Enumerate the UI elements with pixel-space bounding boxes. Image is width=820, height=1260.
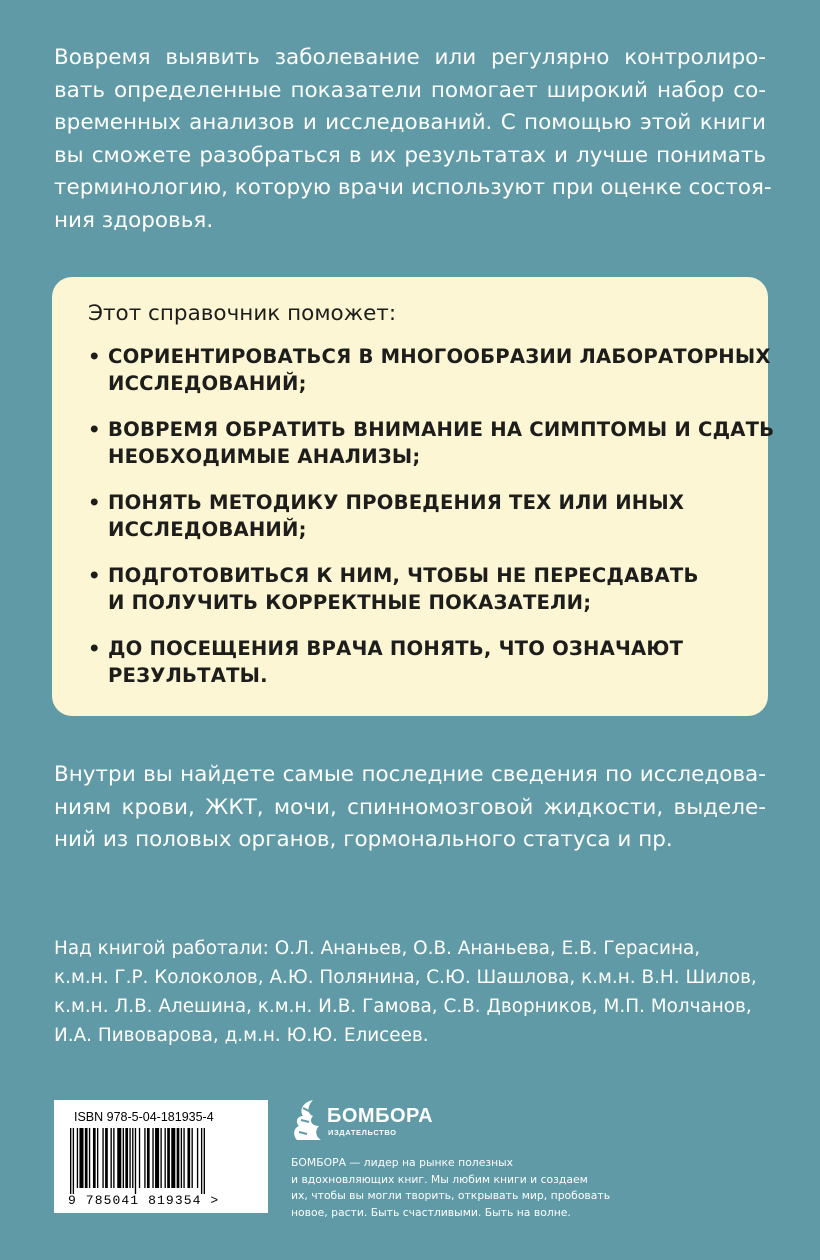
benefit-line: СОРИЕНТИРОВАТЬСЯ В МНОГООБРАЗИИ ЛАБОРАТОРНЫХ	[108, 345, 771, 368]
publisher-line: БОМБОРА — лидер на рынке полезных	[291, 1156, 514, 1169]
intro-line: терминологию, которую врачи используют при оценке состоя-	[54, 175, 772, 200]
bullet-icon: •	[88, 345, 101, 368]
intro-line: Вовремя выявить заболевание или регулярно контролиро-	[54, 45, 766, 70]
benefits-box	[52, 277, 775, 716]
contents-line: Внутри вы найдете самые последние сведения по исследова-	[54, 762, 766, 787]
intro-line: вать определенные показатели помогает широкий набор со-	[54, 77, 766, 103]
bullet-icon: •	[88, 564, 101, 587]
benefits-heading: Этот справочник поможет:	[88, 301, 397, 326]
contents-line: ний из половых органов, гормонального статуса и пр.	[54, 827, 673, 852]
intro-line: временных анализов и исследований. С помощью этой книги	[54, 110, 766, 135]
contents-line: ниям крови, ЖКТ, мочи, спинномозговой жидкости, выделе-	[54, 794, 766, 820]
publisher-logo	[291, 1094, 451, 1146]
benefit-item	[88, 562, 734, 616]
publisher-line: их, чтобы вы могли творить, открывать мир, пробовать	[291, 1189, 611, 1202]
benefit-line: ДО ПОСЕЩЕНИЯ ВРАЧА ПОНЯТЬ, ЧТО ОЗНАЧАЮТ	[108, 637, 684, 660]
benefit-item	[88, 489, 734, 543]
ean-digits: 9 785041 819354 >	[68, 1193, 220, 1208]
intro-paragraph	[54, 42, 772, 237]
bombora-wave-icon	[291, 1096, 325, 1144]
benefit-item	[88, 416, 775, 470]
bullet-icon: •	[88, 418, 101, 441]
barcode-icon	[70, 1128, 252, 1194]
contents-paragraph	[54, 759, 766, 857]
intro-line: ния здоровья.	[54, 207, 214, 233]
isbn-barcode	[54, 1100, 268, 1213]
authors-credits	[54, 934, 766, 1050]
bullet-icon: •	[88, 637, 101, 660]
isbn-number: ISBN 978-5-04-181935-4	[74, 1110, 214, 1124]
publisher-line: новое, расти. Быть счастливыми. Быть на волне.	[291, 1205, 571, 1219]
bullet-icon: •	[88, 491, 101, 514]
benefit-line: И ПОЛУЧИТЬ КОРРЕКТНЫЕ ПОКАЗАТЕЛИ;	[108, 591, 592, 614]
benefit-item	[88, 635, 734, 689]
benefit-line: ИССЛЕДОВАНИЙ;	[108, 372, 307, 395]
benefit-line: ИССЛЕДОВАНИЙ;	[108, 518, 307, 541]
authors-line: к.м.н. Л.В. Алешина, к.м.н. И.В. Гамова, С.В. Дворников, М.П. Молчанов,	[54, 996, 752, 1017]
authors-line: к.м.н. Г.Р. Колоколов, А.Ю. Полянина, С.Ю. Шашлова, к.м.н. В.Н. Шилов,	[54, 967, 757, 988]
intro-line: вы сможете разобраться в их результатах и лучше понимать	[54, 142, 766, 168]
publisher-sub: ИЗДАТЕЛЬСТВО	[328, 1128, 397, 1137]
benefits-list	[88, 343, 775, 689]
authors-line: И.А. Пивоварова, д.м.н. Ю.Ю. Елисеев.	[54, 1025, 429, 1046]
authors-line: Над книгой работали: О.Л. Ананьев, О.В. Ананьева, Е.В. Герасина,	[54, 938, 701, 959]
benefit-line: ВОВРЕМЯ ОБРАТИТЬ ВНИМАНИЕ НА СИМПТОМЫ И СДАТЬ	[108, 418, 775, 441]
benefit-line: ПОНЯТЬ МЕТОДИКУ ПРОВЕДЕНИЯ ТЕХ ИЛИ ИНЫХ	[108, 491, 685, 514]
benefit-line: НЕОБХОДИМЫЕ АНАЛИЗЫ;	[108, 445, 421, 468]
benefit-line: РЕЗУЛЬТАТЫ.	[108, 664, 268, 687]
publisher-line: и вдохновляющих книг. Мы любим книги и создаем	[291, 1172, 588, 1186]
benefit-line: ПОДГОТОВИТЬСЯ К НИМ, ЧТОБЫ НЕ ПЕРЕСДАВАТЬ	[108, 564, 699, 587]
publisher-description	[291, 1155, 621, 1221]
publisher-name: БОМБОРА	[327, 1105, 434, 1127]
benefit-item	[88, 343, 771, 397]
